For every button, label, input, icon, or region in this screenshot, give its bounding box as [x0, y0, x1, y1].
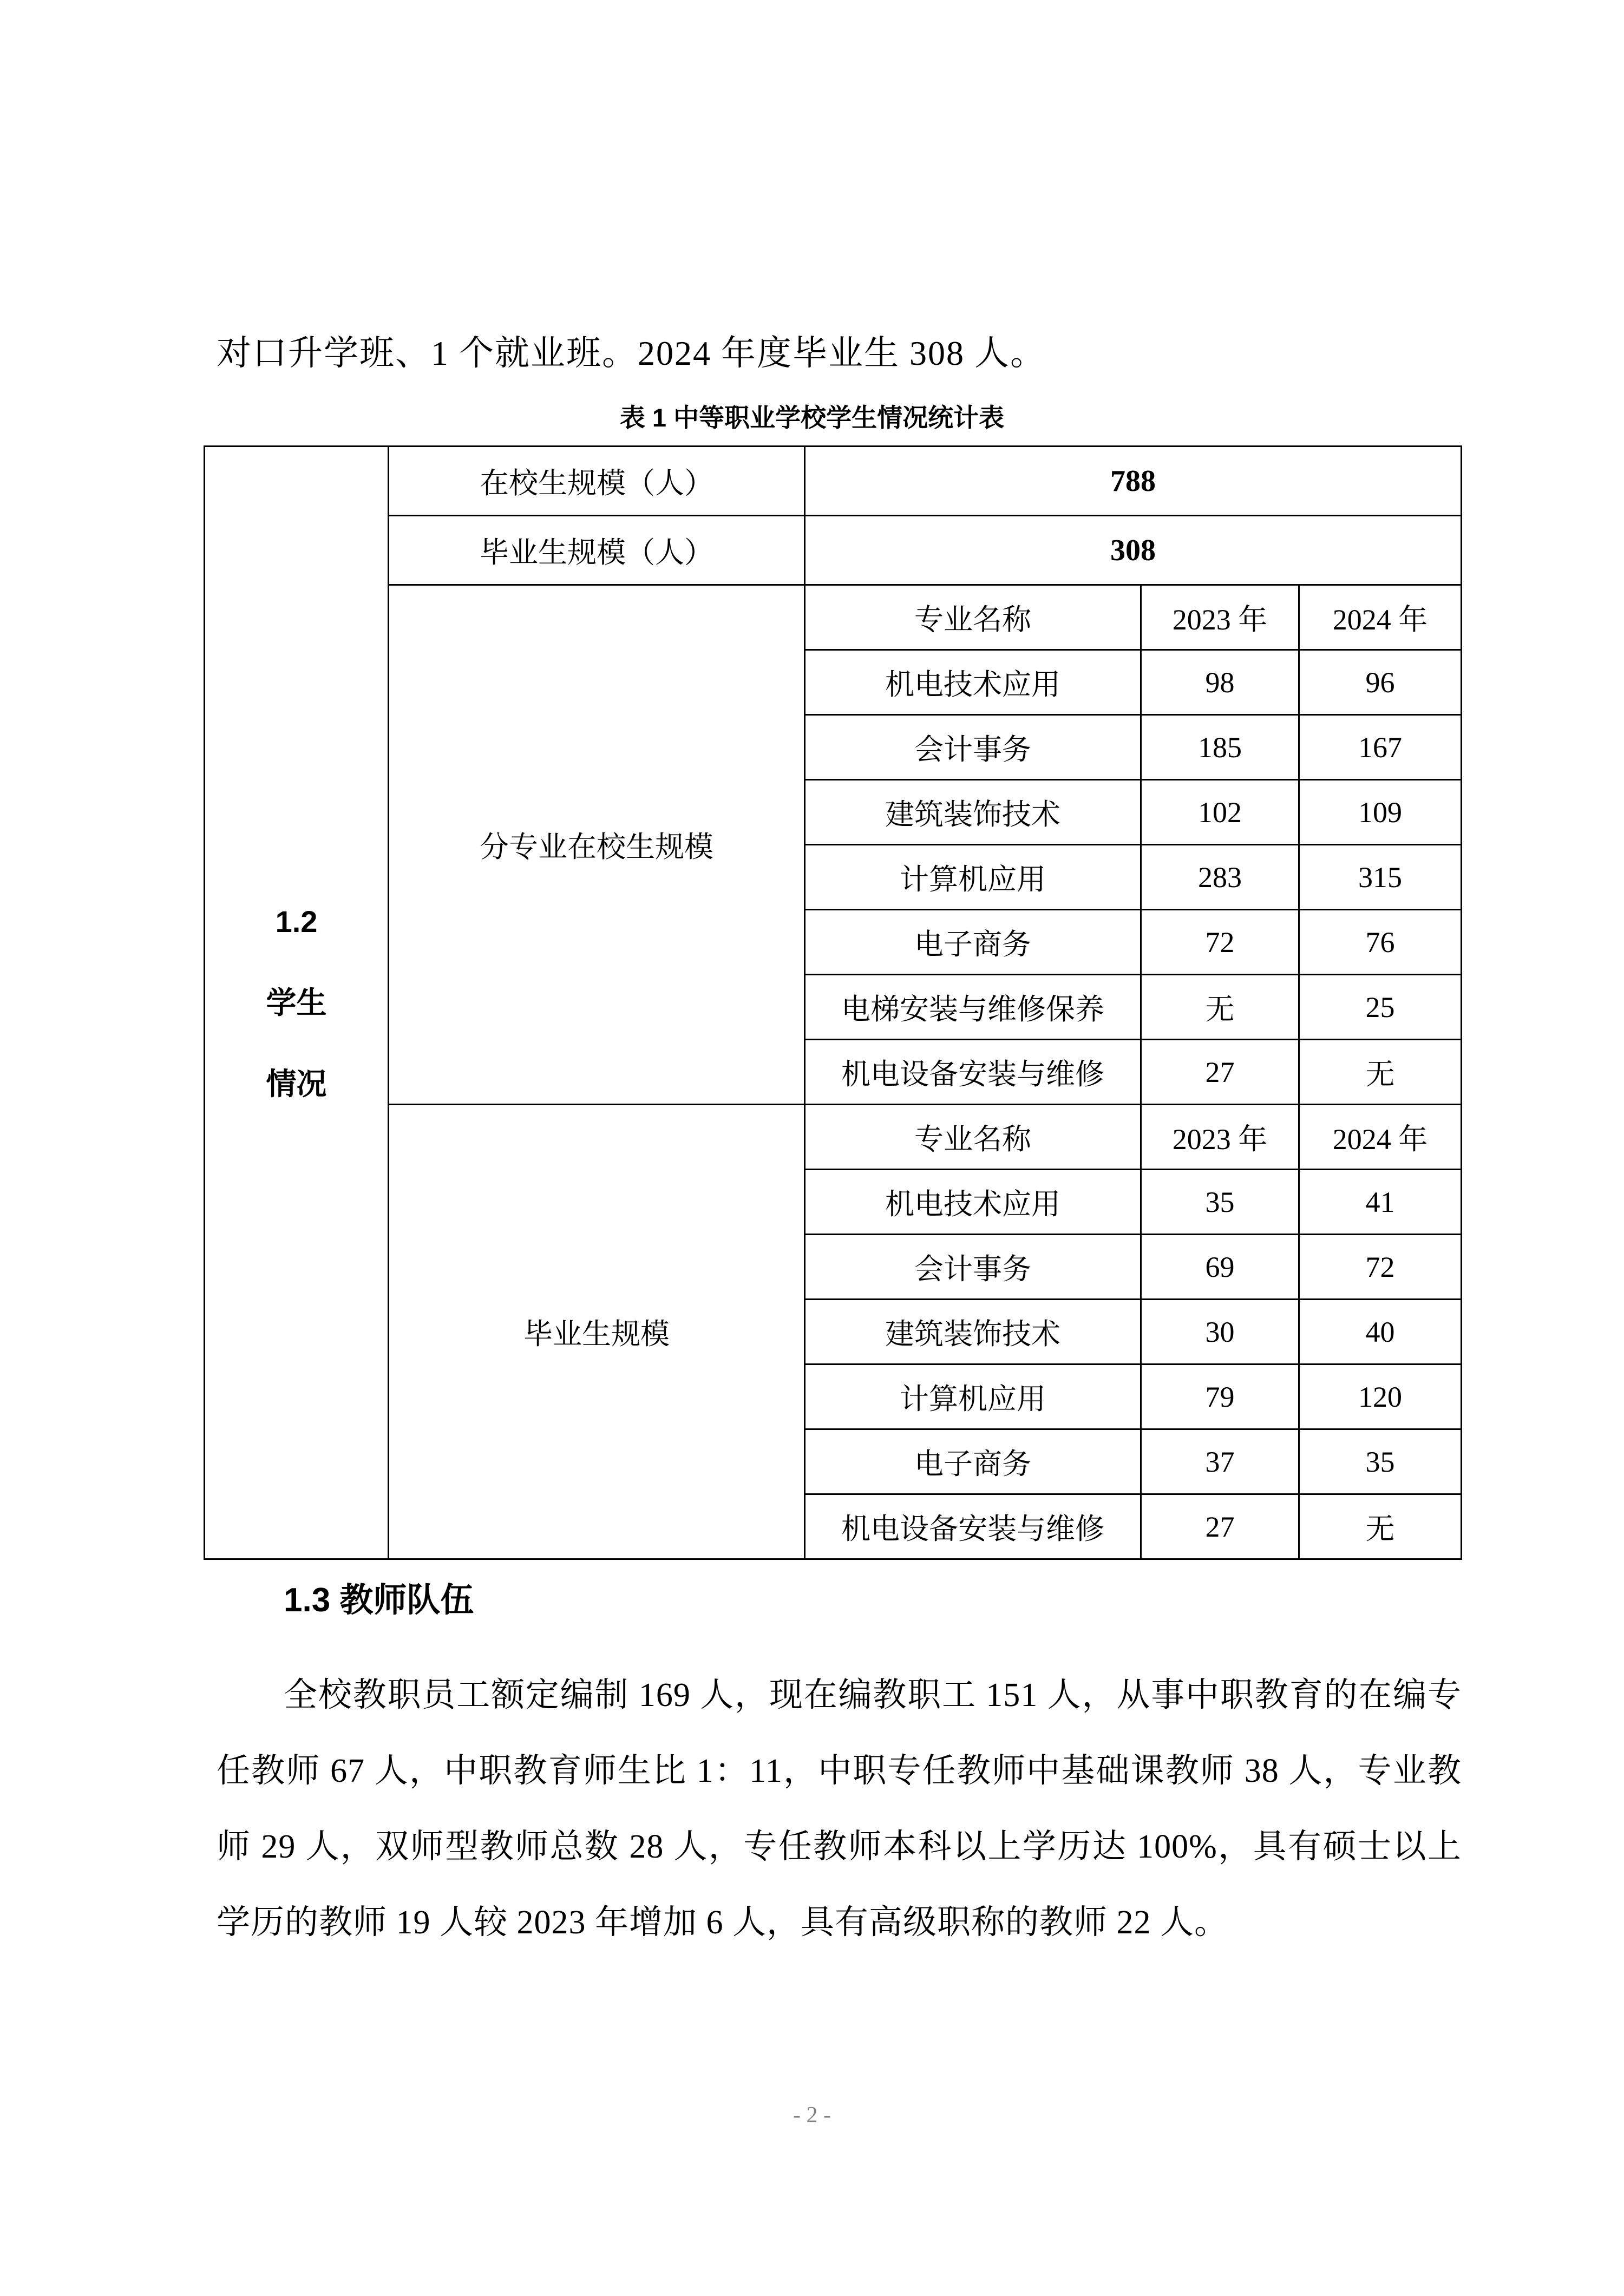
major-name-cell: 机电技术应用	[805, 650, 1141, 715]
value-2023-cell: 102	[1141, 780, 1299, 845]
value-2024-cell: 315	[1299, 845, 1462, 910]
value-2024-cell: 35	[1299, 1429, 1462, 1494]
value-2023-cell: 283	[1141, 845, 1299, 910]
teachers-paragraph: 全校教职员工额定编制 169 人，现在编教职工 151 人，从事中职教育的在编专任教师 67 人，中职教育师生比 1：11，中职专任教师中基础课教师 38 人，专业教师 29 人，双师型教师总数 28 人，专任教师本科以上学历达 100%，具有硕士以上学历的教师 19 人较 2023 年增加 6 人，具有高级职称的教师 22 人。	[217, 1677, 1462, 1941]
table-row	[205, 585, 1462, 650]
table-row	[205, 447, 1462, 516]
section-heading-teachers: 1.3 教师队伍	[284, 1582, 474, 1619]
major-name-cell: 会计事务	[805, 715, 1141, 780]
section-label-graduates: 毕业生规模	[389, 1105, 805, 1559]
major-name-cell: 建筑装饰技术	[805, 1300, 1141, 1365]
value-2023-cell: 185	[1141, 715, 1299, 780]
column-header-major: 专业名称	[805, 585, 1141, 650]
summary-row-label: 在校生规模（人）	[389, 447, 805, 516]
section-label-enrollment-by-major: 分专业在校生规模	[389, 585, 805, 1105]
value-2024-cell: 72	[1299, 1235, 1462, 1300]
value-2024-cell: 无	[1299, 1040, 1462, 1105]
major-name-cell: 机电设备安装与维修	[805, 1494, 1141, 1559]
value-2023-cell: 72	[1141, 910, 1299, 975]
row-group-label-cell	[205, 447, 389, 1559]
value-2024-cell: 25	[1299, 975, 1462, 1040]
major-name-cell: 电子商务	[805, 1429, 1141, 1494]
value-2023-cell: 27	[1141, 1040, 1299, 1105]
value-2024-cell: 40	[1299, 1300, 1462, 1365]
column-header-2024: 2024 年	[1299, 585, 1462, 650]
group-label-line: 情况	[266, 1066, 327, 1101]
group-label-line: 1.2	[275, 904, 318, 939]
column-header-2023: 2023 年	[1141, 1105, 1299, 1170]
summary-row-value: 788	[805, 447, 1462, 516]
major-name-cell: 电子商务	[805, 910, 1141, 975]
value-2024-cell: 167	[1299, 715, 1462, 780]
value-2023-cell: 37	[1141, 1429, 1299, 1494]
major-name-cell: 机电技术应用	[805, 1170, 1141, 1235]
value-2024-cell: 76	[1299, 910, 1462, 975]
column-header-2024: 2024 年	[1299, 1105, 1462, 1170]
column-header-major: 专业名称	[805, 1105, 1141, 1170]
major-name-cell: 计算机应用	[805, 845, 1141, 910]
intro-paragraph: 对口升学班、1 个就业班。2024 年度毕业生 308 人。	[217, 334, 1046, 372]
student-stats-table	[204, 445, 1462, 1560]
page-number: - 2 -	[793, 2103, 831, 2128]
table-caption: 表 1 中等职业学校学生情况统计表	[619, 403, 1005, 432]
table-row	[205, 1105, 1462, 1170]
value-2023-cell: 79	[1141, 1365, 1299, 1429]
value-2023-cell: 30	[1141, 1300, 1299, 1365]
value-2023-cell: 27	[1141, 1494, 1299, 1559]
value-2024-cell: 41	[1299, 1170, 1462, 1235]
value-2024-cell: 96	[1299, 650, 1462, 715]
value-2023-cell: 无	[1141, 975, 1299, 1040]
major-name-cell: 会计事务	[805, 1235, 1141, 1300]
value-2023-cell: 69	[1141, 1235, 1299, 1300]
table-row	[205, 516, 1462, 585]
major-name-cell: 电梯安装与维修保养	[805, 975, 1141, 1040]
summary-row-value: 308	[805, 516, 1462, 585]
summary-row-label: 毕业生规模（人）	[389, 516, 805, 585]
column-header-2023: 2023 年	[1141, 585, 1299, 650]
value-2024-cell: 109	[1299, 780, 1462, 845]
major-name-cell: 计算机应用	[805, 1365, 1141, 1429]
group-label-line: 学生	[266, 985, 327, 1020]
value-2023-cell: 98	[1141, 650, 1299, 715]
major-name-cell: 机电设备安装与维修	[805, 1040, 1141, 1105]
value-2024-cell: 无	[1299, 1494, 1462, 1559]
value-2023-cell: 35	[1141, 1170, 1299, 1235]
value-2024-cell: 120	[1299, 1365, 1462, 1429]
major-name-cell: 建筑装饰技术	[805, 780, 1141, 845]
